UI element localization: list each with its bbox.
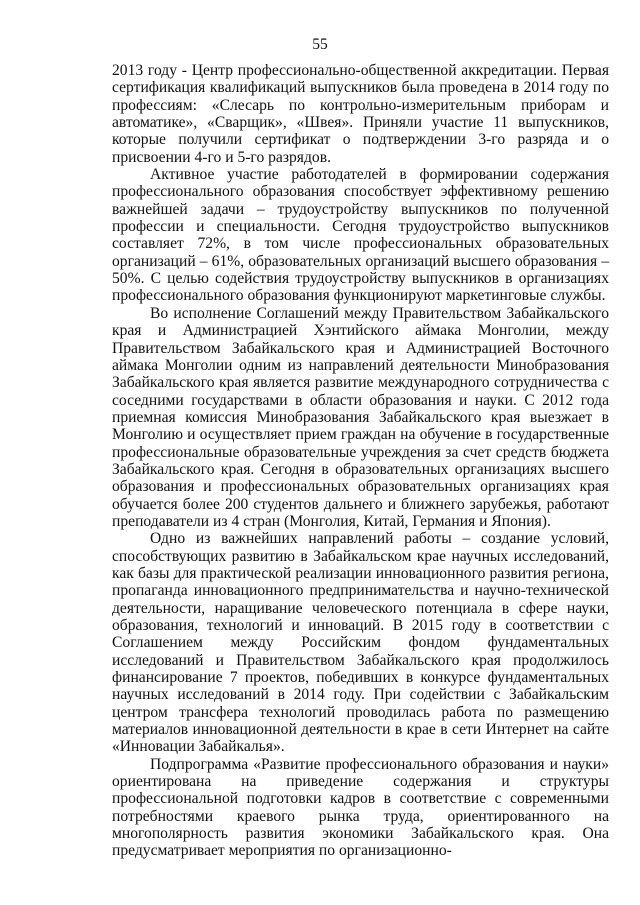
paragraph-employers: Активное участие работодателей в формировании содержания профессионального образования способствует эффективному решению важнейшей задачи – трудоустройству выпускников по полученной профессии и специальности. Сегодня трудоустройство выпускников составляет 72%, в том числе профессиональных образовательных организаций – 61%, образовательных организаций высшего образования – 50%. С целью содействия трудоустройству выпускников в организациях профессионального образования функционируют маркетинговые службы.	[112, 166, 609, 305]
paragraph-research: Одно из важнейших направлений работы – создание условий, способствующих развитию в Забайкальском крае научных исследований, как базы для практической реализации инновационного развития региона, пропаганда инновационного предпринимательства и научно-технической деятельности, наращивание человеческого потенциала в сфере науки, образования, технологий и инноваций. В 2015 году в соответствии с Соглашением между Российским фондом фундаментальных исследований и Правительством Забайкальского края продолжилось финансирование 7 проектов, победивших в конкурсе фундаментальных научных исследований в 2014 году. При содействии с Забайкальским центром трансфера технологий проводилась работа по размещению материалов инновационной деятельности в крае в сети Интернет на сайте «Инновации Забайкалья».	[112, 530, 609, 756]
paragraph-continuation: 2013 году - Центр профессионально-общественной аккредитации. Первая сертификация квалификаций выпускников была проведена в 2014 году по профессиям: «Слесарь по контрольно-измерительным приборам и автоматике», «Сварщик», «Швея». Приняли участие 11 выпускников, которые получили сертификат о подтверждении 3-го разряда и о присвоении 4-го и 5-го разрядов.	[112, 62, 609, 166]
paragraph-international: Во исполнение Соглашений между Правительством Забайкальского края и Администрацией Хэнтийского аймака Монголии, между Правительством Забайкальского края и Администрацией Восточного аймака Монголии одним из направлений деятельности Минобразования Забайкальского края является развитие международного сотрудничества с соседними государствами в области образования и науки. С 2012 года приемная комиссия Минобразования Забайкальского края выезжает в Монголию и осуществляет прием граждан на обучение в государственные профессиональные образовательные учреждения за счет средств бюджета Забайкальского края. Сегодня в образовательных организациях высшего образования и профессиональных образовательных организациях края обучается более 200 студентов дальнего и ближнего зарубежья, работают преподаватели из 4 стран (Монголия, Китай, Германия и Япония).	[112, 304, 609, 530]
paragraph-subprogram: Подпрограмма «Развитие профессионального образования и науки» ориентирована на приведение содержания и структуры профессиональной подготовки кадров в соответствие с современными потребностями краевого рынка труда, ориентированного на многополярность развития экономики Забайкальского края. Она предусматривает мероприятия по организационно-	[112, 755, 609, 860]
page-number: 55	[312, 36, 328, 53]
body-text	[112, 62, 609, 860]
